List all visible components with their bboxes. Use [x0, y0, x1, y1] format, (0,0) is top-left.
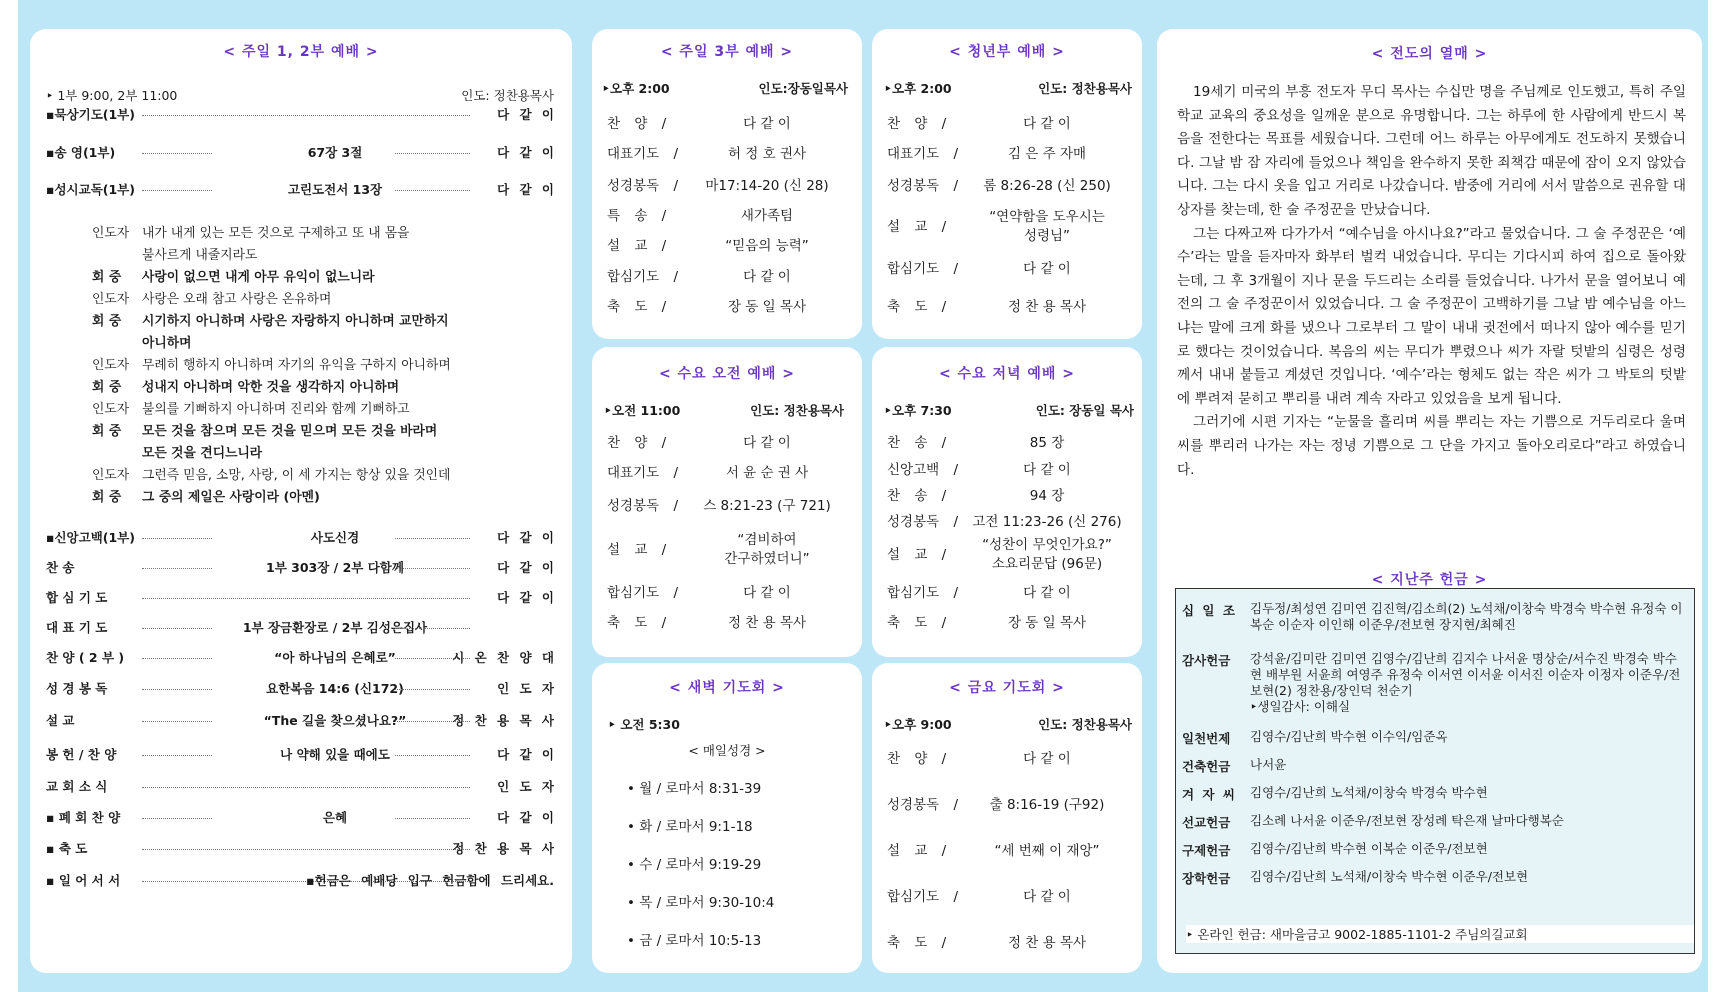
- order-label: 봉 헌 / 찬 양: [46, 747, 117, 762]
- item-label: 설 교 /: [887, 219, 947, 235]
- item-label: 특 송 /: [607, 208, 667, 224]
- reading-line: 성내지 아니하며 악한 것을 생각하지 아니하며: [142, 380, 400, 395]
- item-value: “연약함을 도우시는: [989, 209, 1105, 225]
- card-title: < 새벽 기도회 >: [669, 680, 785, 696]
- item-value: 소요리문답 (96문): [991, 556, 1103, 572]
- item-value: 김 은 주 자매: [1007, 146, 1087, 162]
- order-person: 다 같 이: [497, 145, 554, 160]
- order-person: 정 찬 용 목 사: [452, 713, 554, 728]
- item-value: 롬 8:26-28 (신 250): [983, 178, 1111, 194]
- offering-names: 강석윤/김미란 김미연 김영수/김난희 김지수 나서윤 명상순/서수진 박경숙 박수현 배부원 서윤희 여영주 유정숙 이서연 이서윤 이서진 이순자 이정자 이준우/전보현(2) 정찬용/장인덕 천순기: [1250, 651, 1681, 698]
- item-value: 서 윤 순 권 사: [725, 465, 809, 481]
- sunday3-card: [592, 29, 862, 339]
- evangelism-card: [1157, 29, 1702, 973]
- reader-role: 인도자: [92, 468, 130, 483]
- item-value: “세 번째 이 재앙”: [994, 843, 1100, 859]
- item-label: 찬 송 /: [887, 488, 947, 504]
- offering-category: 구제헌금: [1182, 843, 1231, 858]
- reading-line: 모든 것을 참으며 모든 것을 믿으며 모든 것을 바라며: [142, 424, 438, 439]
- order-label: 설 교: [46, 713, 75, 728]
- order-person: 인 도 자: [497, 779, 554, 794]
- dawn-prayer-card: [592, 663, 862, 973]
- item-label: 합심기도 /: [887, 585, 959, 601]
- item-value: 간구하였더니”: [724, 551, 810, 567]
- item-label: 축 도 /: [607, 615, 667, 631]
- youth-card: [872, 29, 1142, 339]
- leader-dots: [142, 755, 212, 756]
- reading-line: 사랑은 오래 참고 사랑은 온유하며: [142, 292, 332, 307]
- order-person: 시 온 찬 양 대: [452, 650, 554, 665]
- item-value: 새가족팀: [740, 208, 794, 224]
- item-label: 찬 양 /: [887, 116, 947, 132]
- order-person: 인 도 자: [497, 681, 554, 696]
- leader-dots: [142, 115, 470, 116]
- reading-line: 시기하지 아니하며 사랑은 자랑하지 아니하며 교만하지: [142, 314, 449, 329]
- birthday-thanks: ‣생일감사: 이해실: [1250, 699, 1351, 714]
- offering-category: 겨 자 씨: [1182, 787, 1235, 802]
- leader-dots: [395, 755, 470, 756]
- order-person: 정 찬 용 목 사: [452, 841, 554, 856]
- service-time: ‣오전 11:00: [604, 403, 681, 418]
- offering-title: < 지난주 헌금 >: [1371, 572, 1488, 588]
- reader-role: 인도자: [92, 226, 130, 241]
- wednesday-morning-card: [592, 347, 862, 657]
- item-label: 합심기도 /: [607, 585, 679, 601]
- order-item: 67장 3절: [307, 145, 363, 160]
- service-leader: 인도: 정찬용목사: [461, 88, 554, 103]
- order-label: 대 표 기 도: [46, 620, 108, 635]
- item-value: “성찬이 무엇인가요?”: [982, 537, 1112, 553]
- item-label: 합심기도 /: [887, 261, 959, 277]
- item-value: 마17:14-20 (신 28): [705, 178, 829, 194]
- leader-dots: [395, 818, 470, 819]
- item-label: 신앙고백 /: [887, 462, 959, 478]
- item-label: 설 교 /: [607, 238, 667, 254]
- bible-reading-day: • 수 / 로마서 9:19-29: [627, 857, 762, 873]
- offering-category: 선교헌금: [1182, 815, 1231, 830]
- card-title: < 청년부 예배 >: [949, 44, 1065, 60]
- leader-dots: [142, 568, 212, 569]
- order-label: ▪신앙고백(1부): [46, 530, 135, 545]
- offering-table: [1175, 588, 1695, 954]
- leader-dots: [142, 849, 470, 850]
- bible-reading-day: • 화 / 로마서 9:1-18: [627, 819, 753, 835]
- item-label: 축 도 /: [887, 299, 947, 315]
- reading-line: 그런즉 믿음, 소망, 사랑, 이 세 가지는 항상 있을 것인데: [142, 468, 451, 483]
- item-value: 다 같 이: [1023, 889, 1071, 905]
- reader-role: 회 중: [92, 424, 122, 439]
- reader-role: 회 중: [92, 490, 122, 505]
- item-value: 허 정 호 권사: [727, 146, 807, 162]
- leader-dots: [395, 628, 470, 629]
- item-value: 다 같 이: [1023, 585, 1071, 601]
- order-item: “The 길을 찾으셨나요?”: [263, 713, 407, 728]
- reading-line: 불의를 기뻐하지 아니하며 진리와 함께 기뻐하고: [142, 402, 410, 417]
- item-label: 성경봉독 /: [887, 178, 959, 194]
- order-person: 다 같 이: [497, 560, 554, 575]
- item-value: 장 동 일 목사: [727, 299, 807, 315]
- item-label: 대표기도 /: [607, 146, 679, 162]
- order-person: 다 같 이: [497, 182, 554, 197]
- service-leader: 인도: 정찬용목사: [1038, 81, 1132, 96]
- order-label: 성 경 봉 독: [46, 681, 108, 696]
- order-person: 다 같 이: [497, 530, 554, 545]
- offering-names: 김영수/김난희 노석채/이창숙 박경숙 박수현: [1250, 785, 1488, 800]
- bible-reading-day: • 월 / 로마서 8:31-39: [627, 781, 762, 797]
- item-label: 축 도 /: [887, 615, 947, 631]
- order-item: “아 하나님의 은혜로”: [274, 650, 396, 665]
- order-item: 고린도전서 13장: [287, 182, 383, 197]
- item-value: 출 8:16-19 (구92): [989, 797, 1105, 813]
- item-label: 찬 양 /: [607, 435, 667, 451]
- leader-dots: [142, 818, 212, 819]
- card-title: < 금요 기도회 >: [949, 680, 1065, 696]
- order-item: 요한복음 14:6 (신172): [266, 681, 404, 696]
- order-label: 찬 양 ( 2 부 ): [46, 650, 125, 665]
- reading-line: 불사르게 내줄지라도: [142, 248, 258, 263]
- reader-role: 회 중: [92, 380, 122, 395]
- item-label: 축 도 /: [607, 299, 667, 315]
- item-label: 대표기도 /: [887, 146, 959, 162]
- item-label: 성경봉독 /: [607, 498, 679, 514]
- reader-role: 회 중: [92, 314, 122, 329]
- item-label: 성경봉독 /: [887, 514, 959, 530]
- order-label: 교 회 소 식: [46, 779, 108, 794]
- reading-line: 그 중의 제일은 사랑이라 (아멘): [142, 490, 320, 505]
- leader-dots: [142, 721, 212, 722]
- reading-line: 아니하며: [142, 336, 192, 351]
- story-paragraph-1: 19세기 미국의 부흥 전도자 무디 목사는 수십만 명을 주님께로 인도했고, 특히 주일학교 교육의 중요성을 일깨운 분으로 유명합니다. 그는 하루에 한 사람에게 반드시 복음을 전한다는 목표를 세웠습니다. 그런데 어느 하루는 아무에게도 전도하지 못했습니다. 그날 밤 잠 자리에 들었으나 책임을 완수하지 못한 죄책감 때문에 잠이 오지 않았습니다. 그는 다시 옷을 입고 거리로 나갔습니다. 밤중에 거리에 서서 말씀으로 권유할 대상자를 찾는데, 한 술 주정꾼을 만났습니다.: [1177, 84, 1686, 218]
- order-item: 사도신경: [310, 530, 360, 545]
- offering-category: 감사헌금: [1182, 653, 1231, 668]
- card-title: < 수요 저녁 예배 >: [938, 366, 1076, 382]
- item-value: “믿음의 능력”: [725, 238, 809, 254]
- item-label: 축 도 /: [887, 935, 947, 951]
- leader-dots: [142, 628, 212, 629]
- item-label: 찬 양 /: [607, 116, 667, 132]
- item-label: 성경봉독 /: [607, 178, 679, 194]
- item-label: 설 교 /: [887, 843, 947, 859]
- service-time: ‣ 오전 5:30: [608, 717, 680, 732]
- offering-category: 일천번제: [1182, 731, 1231, 746]
- item-value: 고전 11:23-26 (신 276): [972, 514, 1122, 530]
- order-person: 다 같 이: [497, 590, 554, 605]
- offering-category: 십 일 조: [1182, 603, 1235, 618]
- order-item: 1부 장금환장로 / 2부 김성은집사: [242, 620, 428, 635]
- item-value: 94 장: [1029, 488, 1065, 504]
- leader-dots: [395, 538, 470, 539]
- offering-names: 김두정/최성연 김미연 김진혁/김소희(2) 노석채/이창숙 박경숙 박수현 유정숙 이복순 이순자 이인해 이준우/전보현 장지현/최혜진: [1250, 601, 1683, 632]
- leader-dots: [142, 689, 212, 690]
- service-leader: 인도: 정찬용목사: [750, 403, 844, 418]
- online-offering: ‣ 온라인 헌금: 새마을금고 9002-1885-1101-2 주님의길교회: [1186, 925, 1694, 943]
- offering-category: 건축헌금: [1182, 759, 1231, 774]
- reading-line: 모든 것을 견디느니라: [142, 446, 263, 461]
- service-time: ‣오후 2:00: [884, 81, 952, 96]
- item-value: 성령님”: [1023, 228, 1071, 244]
- friday-prayer-card: [872, 663, 1142, 973]
- sunday-service-card: [30, 29, 572, 973]
- leader-dots: [395, 689, 470, 690]
- reader-role: 인도자: [92, 358, 130, 373]
- offering-category: 장학헌금: [1182, 871, 1231, 886]
- leader-dots: [142, 658, 212, 659]
- item-label: 합심기도 /: [607, 269, 679, 285]
- order-label: 찬 송: [46, 560, 75, 575]
- item-label: 대표기도 /: [607, 465, 679, 481]
- card-title: < 주일 1, 2부 예배 >: [223, 44, 379, 60]
- item-value: 85 장: [1029, 435, 1065, 451]
- item-label: 성경봉독 /: [887, 797, 959, 813]
- service-time: ‣오후 7:30: [884, 403, 952, 418]
- service-time: ‣오후 9:00: [884, 717, 952, 732]
- leader-dots: [142, 787, 470, 788]
- item-label: 합심기도 /: [887, 889, 959, 905]
- item-value: 장 동 일 목사: [1007, 615, 1087, 631]
- item-label: 찬 양 /: [887, 751, 947, 767]
- item-value: 정 찬 용 목사: [727, 615, 807, 631]
- order-item: 나 약해 있을 때에도: [280, 747, 390, 762]
- order-label: ▪ 일 어 서 서: [46, 873, 121, 888]
- item-label: 설 교 /: [607, 542, 667, 558]
- offering-names: 김영수/김난희 박수현 이복순 이준우/전보현: [1250, 841, 1488, 856]
- bible-reading-day: • 목 / 로마서 9:30-10:4: [627, 895, 775, 911]
- story-paragraph-2: 그는 다짜고짜 다가가서 “예수님을 아시나요?”라고 물었습니다. 그 술 주정꾼은 ‘예수’라는 말을 듣자마자 화부터 벌컥 내었습니다. 무디는 기다시피 하여 집으로 돌아왔는데, 그 후 3개월이 지나 문을 두드리는 소리를 들었습니다. 나가서 문을 열어보니 예전의 그 술 주정꾼이서 있었습니다. 그 술 주정꾼이 고백하기를 그날 밤 예수님을 아느냐는 말에 크게 화를 냈으나 그로부터 그 말이 내내 귓전에서 떠나지 않아 예수를 믿기로 했다는 것이었습니다. 복음의 씨는 무디가 뿌렸으나 씨가 자랄 텃밭의 심령은 성령께서 내내 붙들고 계셨던 것입니다. ‘예수’라는 형체도 없는 작은 씨가 그 박토의 텃밭에 뿌려져 묻히고 뿌리를 내려 계속 자라고 있었음을 보게 됩니다.: [1177, 225, 1686, 407]
- order-item: 은혜: [322, 810, 348, 825]
- order-label: ▪송 영(1부): [46, 145, 116, 160]
- card-title: < 전도의 열매 >: [1371, 46, 1488, 62]
- leader-dots: [142, 153, 212, 154]
- item-value: 스 8:21-23 (구 721): [703, 498, 831, 514]
- service-leader: 인도:장동일목사: [758, 81, 848, 96]
- service-time: ‣ 1부 9:00, 2부 11:00: [46, 88, 178, 103]
- service-leader: 인도: 정찬용목사: [1038, 717, 1132, 732]
- reading-plan-title: < 매일성경 >: [688, 743, 766, 758]
- item-value: 다 같 이: [743, 269, 791, 285]
- order-label: ▪ 축 도: [46, 841, 88, 856]
- reading-line: 내가 내게 있는 모든 것으로 구제하고 또 내 몸을: [142, 226, 410, 241]
- item-value: 다 같 이: [743, 116, 791, 132]
- leader-dots: [395, 190, 470, 191]
- reader-role: 회 중: [92, 270, 122, 285]
- bible-reading-day: • 금 / 로마서 10:5-13: [627, 933, 762, 949]
- item-value: 다 같 이: [1023, 116, 1071, 132]
- wednesday-evening-card: [872, 347, 1142, 657]
- item-label: 찬 송 /: [887, 435, 947, 451]
- item-value: 다 같 이: [743, 435, 791, 451]
- order-label: ▪성시교독(1부): [46, 182, 135, 197]
- item-label: 설 교 /: [887, 547, 947, 563]
- leader-dots: [395, 568, 470, 569]
- order-person: 다 같 이: [497, 810, 554, 825]
- reader-role: 인도자: [92, 292, 130, 307]
- order-item: 1부 303장 / 2부 다함께: [266, 560, 404, 575]
- card-title: < 주일 3부 예배 >: [660, 44, 794, 60]
- offering-names: 나서윤: [1250, 757, 1287, 772]
- order-person: ▪헌금은 예배당 입구 헌금함에 드리세요.: [306, 873, 554, 888]
- leader-dots: [142, 538, 212, 539]
- offering-names: 김소례 나서윤 이준우/전보현 장성례 탁은재 날마다행복순: [1250, 813, 1564, 828]
- order-person: 다 같 이: [497, 107, 554, 122]
- story-paragraph-3: 그러기에 시편 기자는 “눈물을 흘리며 씨를 뿌리는 자는 기쁨으로 거두리로다 울며 씨를 뿌리러 나가는 자는 정녕 기쁨으로 그 단을 가지고 돌아오리로다”라고 하였습니다.: [1177, 414, 1686, 478]
- leader-dots: [395, 153, 470, 154]
- offering-names: 김영수/김난희 박수현 이수익/임준옥: [1250, 729, 1448, 744]
- item-value: 다 같 이: [743, 585, 791, 601]
- item-value: 정 찬 용 목사: [1007, 935, 1087, 951]
- item-value: “겸비하여: [737, 532, 797, 548]
- service-leader: 인도: 장동일 목사: [1035, 403, 1134, 418]
- order-person: 다 같 이: [497, 747, 554, 762]
- leader-dots: [142, 598, 470, 599]
- offering-names: 김영수/김난희 노석채/이창숙 박수현 이준우/전보현: [1250, 869, 1529, 884]
- order-label: ▪묵상기도(1부): [46, 107, 135, 122]
- reading-line: 무례히 행하지 아니하며 자기의 유익을 구하지 아니하며: [142, 358, 451, 373]
- order-label: 합 심 기 도: [46, 590, 108, 605]
- item-value: 정 찬 용 목사: [1007, 299, 1087, 315]
- leader-dots: [142, 190, 212, 191]
- reading-line: 사랑이 없으면 내게 아무 유익이 없느니라: [142, 270, 375, 285]
- reader-role: 인도자: [92, 402, 130, 417]
- item-value: 다 같 이: [1023, 261, 1071, 277]
- item-value: 다 같 이: [1023, 751, 1071, 767]
- service-time: ‣오후 2:00: [602, 81, 670, 96]
- order-label: ▪ 폐 회 찬 양: [46, 810, 121, 825]
- card-title: < 수요 오전 예배 >: [658, 366, 796, 382]
- item-value: 다 같 이: [1023, 462, 1071, 478]
